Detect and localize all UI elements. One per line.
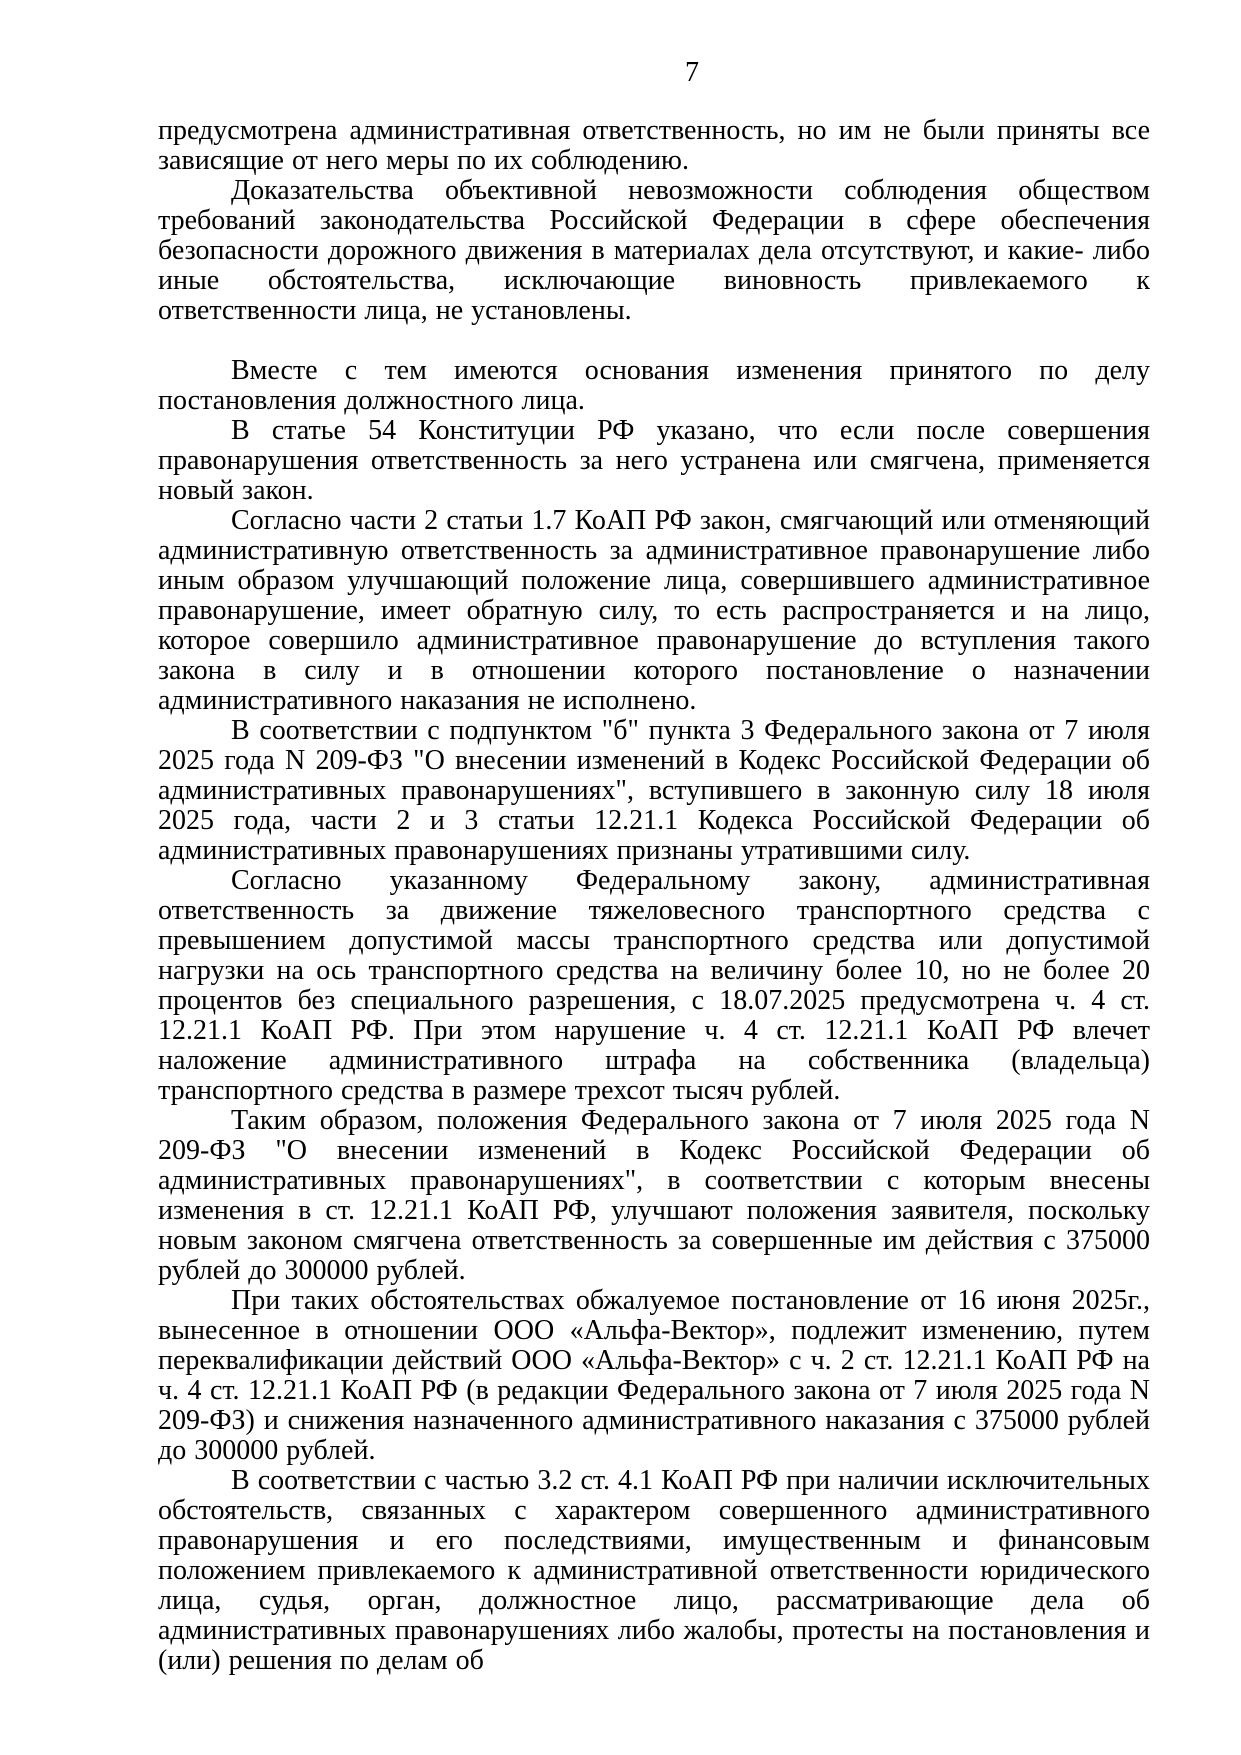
paragraph: Вместе с тем имеются основания изменения принятого по делу постановления должностного лица.	[158, 355, 1150, 416]
paragraph: Согласно указанному Федеральному закону, административная ответственность за движение тяжеловесного транспортного средства с превышением допустимой массы транспортного средства или допустимой нагрузки на ось транспортного средства на величину более 10, но не более 20 процентов без специального разрешения, с 18.07.2025 предусмотрена ч. 4 ст. 12.21.1 КоАП РФ. При этом нарушение ч. 4 ст. 12.21.1 КоАП РФ влечет наложение административного штрафа на собственника (владельца) транспортного средства в размере трехсот тысяч рублей.	[158, 865, 1150, 1106]
paragraph: Таким образом, положения Федерального закона от 7 июля 2025 года N 209-ФЗ "О внесении изменений в Кодекс Российской Федерации об административных правонарушениях", в соответствии с которым внесены изменения в ст. 12.21.1 КоАП РФ, улучшают положения заявителя, поскольку новым законом смягчена ответственность за совершенные им действия с 375000 рублей до 300000 рублей.	[158, 1105, 1150, 1286]
page-number: 7	[685, 57, 699, 88]
paragraph: В статье 54 Конституции РФ указано, что если после совершения правонарушения ответственность за него устранена или смягчена, применяется новый закон.	[158, 415, 1150, 506]
paragraph: предусмотрена административная ответственность, но им не были приняты все зависящие от него меры по их соблюдению.	[158, 115, 1150, 176]
paragraph: Согласно части 2 статьи 1.7 КоАП РФ закон, смягчающий или отменяющий административную ответственность за административное правонарушение либо иным образом улучшающий положение лица, совершившего административное правонарушение, имеет обратную силу, то есть распространяется и на лицо, которое совершило административное правонарушение до вступления такого закона в силу и в отношении которого постановление о назначении административного наказания не исполнено.	[158, 505, 1150, 716]
paragraph: В соответствии с частью 3.2 ст. 4.1 КоАП РФ при наличии исключительных обстоятельств, связанных с характером совершенного административного правонарушения и его последствиями, имущественным и финансовым положением привлекаемого к административной ответственности юридического лица, судья, орган, должностное лицо, рассматривающие дела об административных правонарушениях либо жалобы, протесты на постановления и (или) решения по делам об	[158, 1465, 1150, 1676]
paragraph: В соответствии с подпунктом "б" пункта 3 Федерального закона от 7 июля 2025 года N 209-ФЗ "О внесении изменений в Кодекс Российской Федерации об административных правонарушениях", вступившего в законную силу 18 июля 2025 года, части 2 и 3 статьи 12.21.1 Кодекса Российской Федерации об административных правонарушениях признаны утратившими силу.	[158, 715, 1150, 866]
paragraph: При таких обстоятельствах обжалуемое постановление от 16 июня 2025г., вынесенное в отношении ООО «Альфа-Вектор», подлежит изменению, путем переквалификации действий ООО «Альфа-Вектор» с ч. 2 ст. 12.21.1 КоАП РФ на ч. 4 ст. 12.21.1 КоАП РФ (в редакции Федерального закона от 7 июля 2025 года N 209-ФЗ) и снижения назначенного административного наказания с 375000 рублей до 300000 рублей.	[158, 1285, 1150, 1466]
document-body	[158, 116, 1150, 1676]
paragraph: Доказательства объективной невозможности соблюдения обществом требований законодательства Российской Федерации в сфере обеспечения безопасности дорожного движения в материалах дела отсутствуют, и какие- либо иные обстоятельства, исключающие виновность привлекаемого к ответственности лица, не установлены.	[158, 175, 1150, 326]
